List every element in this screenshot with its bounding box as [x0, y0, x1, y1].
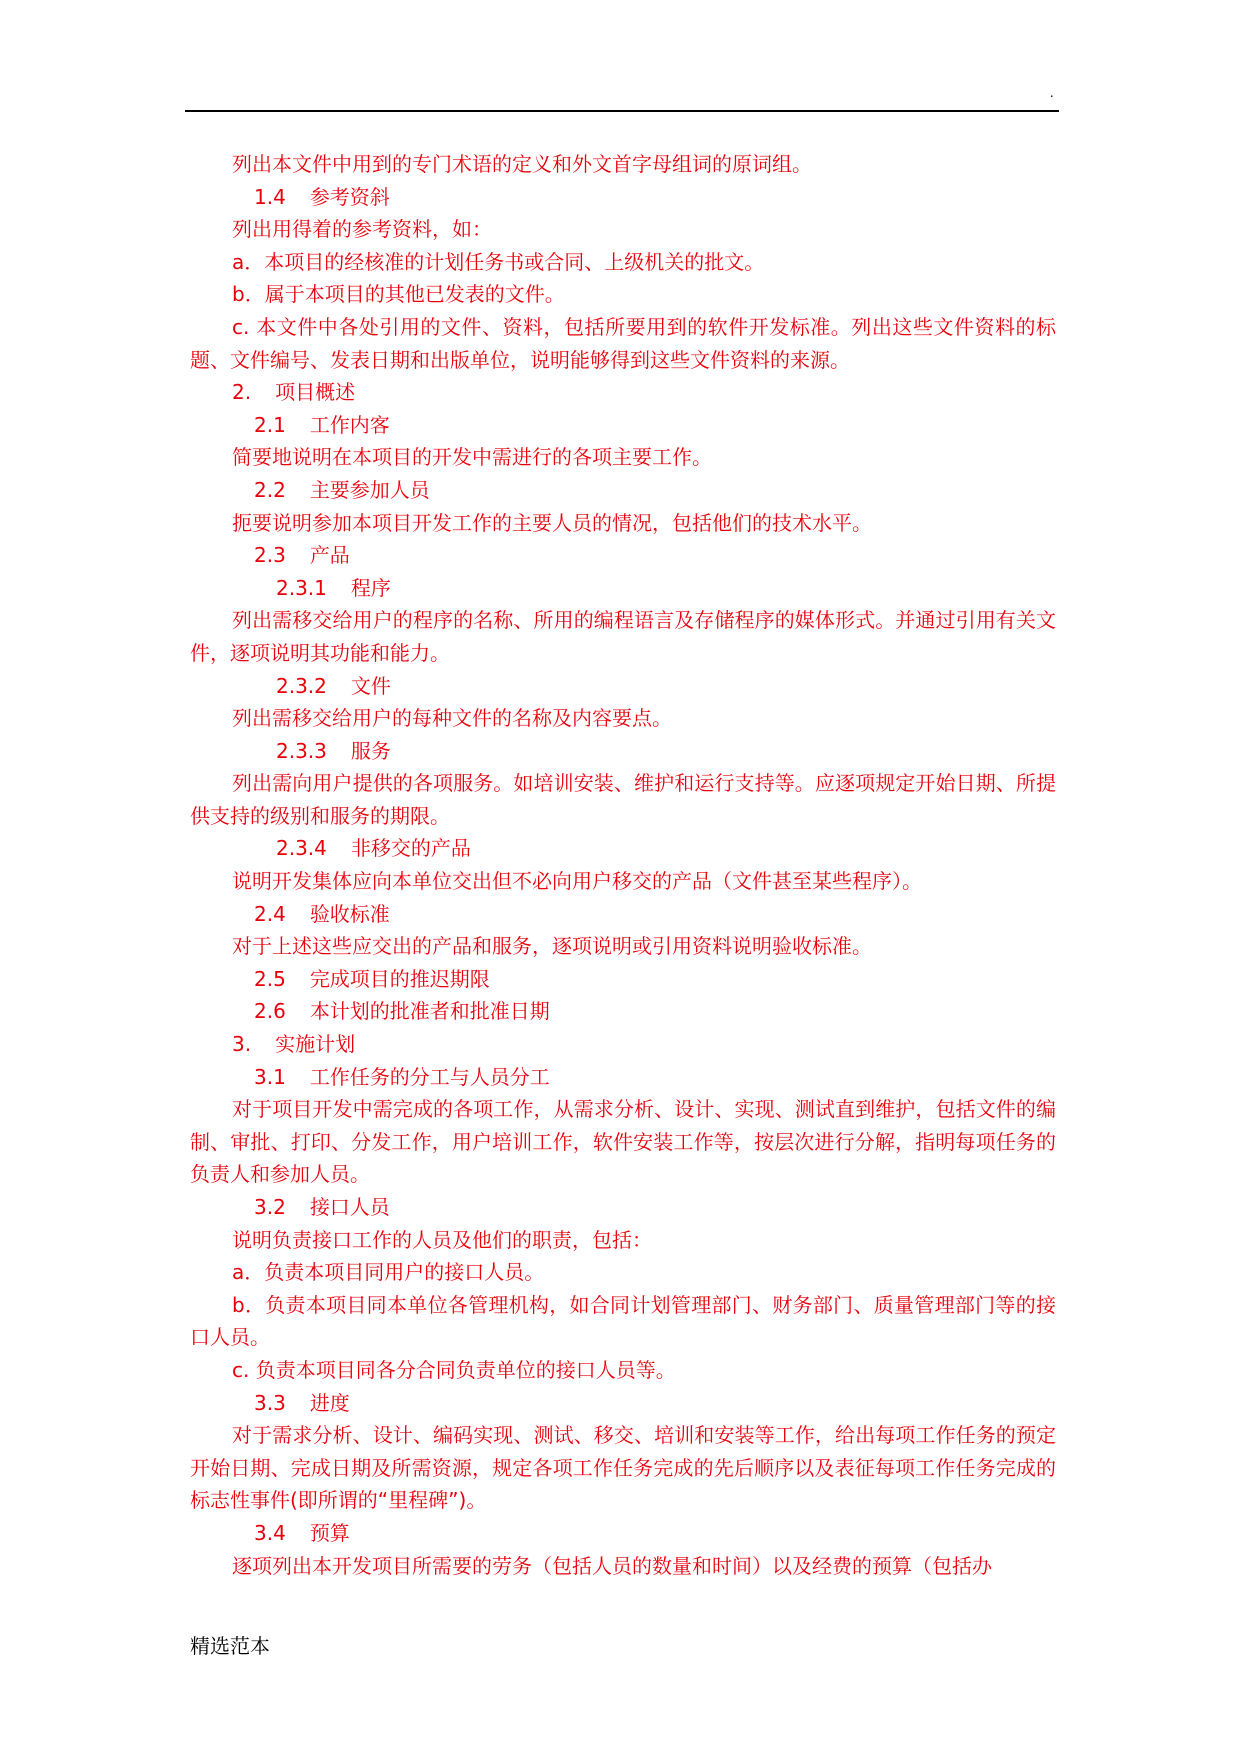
section-number: 2.3.1: [276, 575, 327, 600]
footer-text: 精选范本: [190, 1634, 270, 1658]
section-heading: [190, 995, 1056, 1028]
section-number: 2.6: [254, 999, 286, 1024]
section-title: 项目概述: [275, 380, 356, 405]
section-title: 工作任务的分工与人员分工: [309, 1064, 550, 1089]
section-title: 本计划的批准者和批准日期: [309, 999, 550, 1024]
section-title: 进度: [309, 1390, 350, 1415]
paragraph: 对于需求分析、设计、编码实现、测试、移交、培训和安装等工作，给出每项工作任务的预定开始日期、完成日期及所需资源，规定各项工作任务完成的先后顺序以及表征每项工作任务完成的标志性事件(即所谓的“里程碑”)。: [190, 1423, 1056, 1513]
header-mark: .: [1050, 86, 1054, 101]
paragraph: 列出需移交给用户的程序的名称、所用的编程语言及存储程序的媒体形式。并通过引用有关文件，逐项说明其功能和能力。: [190, 608, 1056, 665]
section-heading: [190, 572, 1056, 605]
paragraph: 列出需移交给用户的每种文件的名称及内容要点。: [232, 706, 672, 731]
paragraph: 对于上述这些应交出的产品和服务，逐项说明或引用资料说明验收标准。: [232, 934, 872, 959]
section-number: 2.1: [254, 412, 286, 437]
section-title: 非移交的产品: [350, 836, 471, 861]
section-heading: [190, 1028, 1056, 1061]
section-heading: [190, 832, 1056, 865]
section-heading: [190, 474, 1056, 507]
section-number: 2.4: [254, 901, 286, 926]
section-title: 完成项目的推迟期限: [309, 966, 490, 991]
section-heading: [190, 181, 1056, 214]
section-title: 接口人员: [309, 1195, 390, 1219]
section-heading: [190, 1387, 1056, 1420]
paragraph: b．负责本项目同本单位各管理机构，如合同计划管理部门、财务部门、质量管理部门等的接口人员。: [190, 1292, 1056, 1350]
section-title: 产品: [309, 543, 350, 568]
section-title: 工作内客: [309, 412, 390, 437]
section-title: 服务: [350, 738, 391, 763]
document-body: [190, 148, 1056, 1582]
section-heading: [190, 376, 1056, 409]
section-heading: [190, 1191, 1056, 1224]
section-title: 验收标准: [309, 901, 390, 926]
section-heading: [190, 1517, 1056, 1550]
section-number: 3.: [232, 1032, 252, 1057]
section-number: 3.4: [254, 1520, 286, 1545]
paragraph: 说明负责接口工作的人员及他们的职责，包括：: [232, 1227, 652, 1252]
section-title: 主要参加人员: [309, 477, 430, 502]
section-number: 2.5: [254, 966, 286, 991]
section-title: 程序: [350, 575, 391, 600]
section-heading: [190, 409, 1056, 442]
paragraph: 列出本文件中用到的专门术语的定义和外文首字母组词的原词组。: [232, 152, 812, 176]
section-title: 文件: [350, 673, 391, 698]
section-title: 实施计划: [275, 1032, 356, 1057]
paragraph: b．属于本项目的其他已发表的文件。: [232, 282, 565, 307]
section-number: 2.2: [254, 477, 286, 502]
paragraph: 列出需向用户提供的各项服务。如培训安装、维护和运行支持等。应逐项规定开始日期、所提供支持的级别和服务的期限。: [190, 771, 1056, 828]
section-number: 3.1: [254, 1064, 286, 1089]
paragraph: 逐项列出本开发项目所需要的劳务（包括人员的数量和时间）以及经费的预算（包括办: [232, 1553, 992, 1578]
paragraph: a．本项目的经核准的计划任务书或合同、上级机关的批文。: [232, 249, 765, 274]
section-heading: [190, 1061, 1056, 1094]
paragraph: 列出用得着的参考资料，如：: [232, 217, 492, 242]
section-title: 参考资斜: [309, 184, 390, 209]
paragraph: c. 负责本项目同各分合同负责单位的接口人员等。: [232, 1357, 676, 1382]
paragraph: 对于项目开发中需完成的各项工作，从需求分析、设计、实现、测试直到维护，包括文件的编制、审批、打印、分发工作，用户培训工作，软件安装工作等，按层次进行分解，指明每项任务的负责人和参加人员。: [190, 1097, 1056, 1187]
section-number: 1.4: [254, 184, 286, 209]
section-number: 3.2: [254, 1195, 286, 1219]
section-number: 2.3.4: [276, 836, 327, 861]
paragraph: a．负责本项目同用户的接口人员。: [232, 1260, 545, 1285]
section-heading: [190, 670, 1056, 703]
section-heading: [190, 539, 1056, 572]
paragraph: 说明开发集体应向本单位交出但不必向用户移交的产品（文件甚至某些程序）。: [232, 869, 922, 894]
paragraph: 扼要说明参加本项目开发工作的主要人员的情况，包括他们的技术水平。: [232, 510, 872, 535]
section-number: 2.3.2: [276, 673, 327, 698]
section-title: 预算: [309, 1520, 350, 1545]
section-heading: [190, 963, 1056, 996]
paragraph: c. 本文件中各处引用的文件、资料，包括所要用到的软件开发标准。列出这些文件资料的标题、文件编号、发表日期和出版单位，说明能够得到这些文件资料的来源。: [190, 314, 1056, 372]
section-number: 2.3.3: [276, 738, 327, 763]
section-number: 2.3: [254, 543, 286, 568]
section-heading: [190, 898, 1056, 931]
section-number: 3.3: [254, 1390, 286, 1415]
header-rule: [185, 110, 1059, 112]
section-heading: [190, 735, 1056, 768]
section-number: 2.: [232, 380, 252, 405]
paragraph: 简要地说明在本项目的开发中需进行的各项主要工作。: [232, 445, 712, 470]
